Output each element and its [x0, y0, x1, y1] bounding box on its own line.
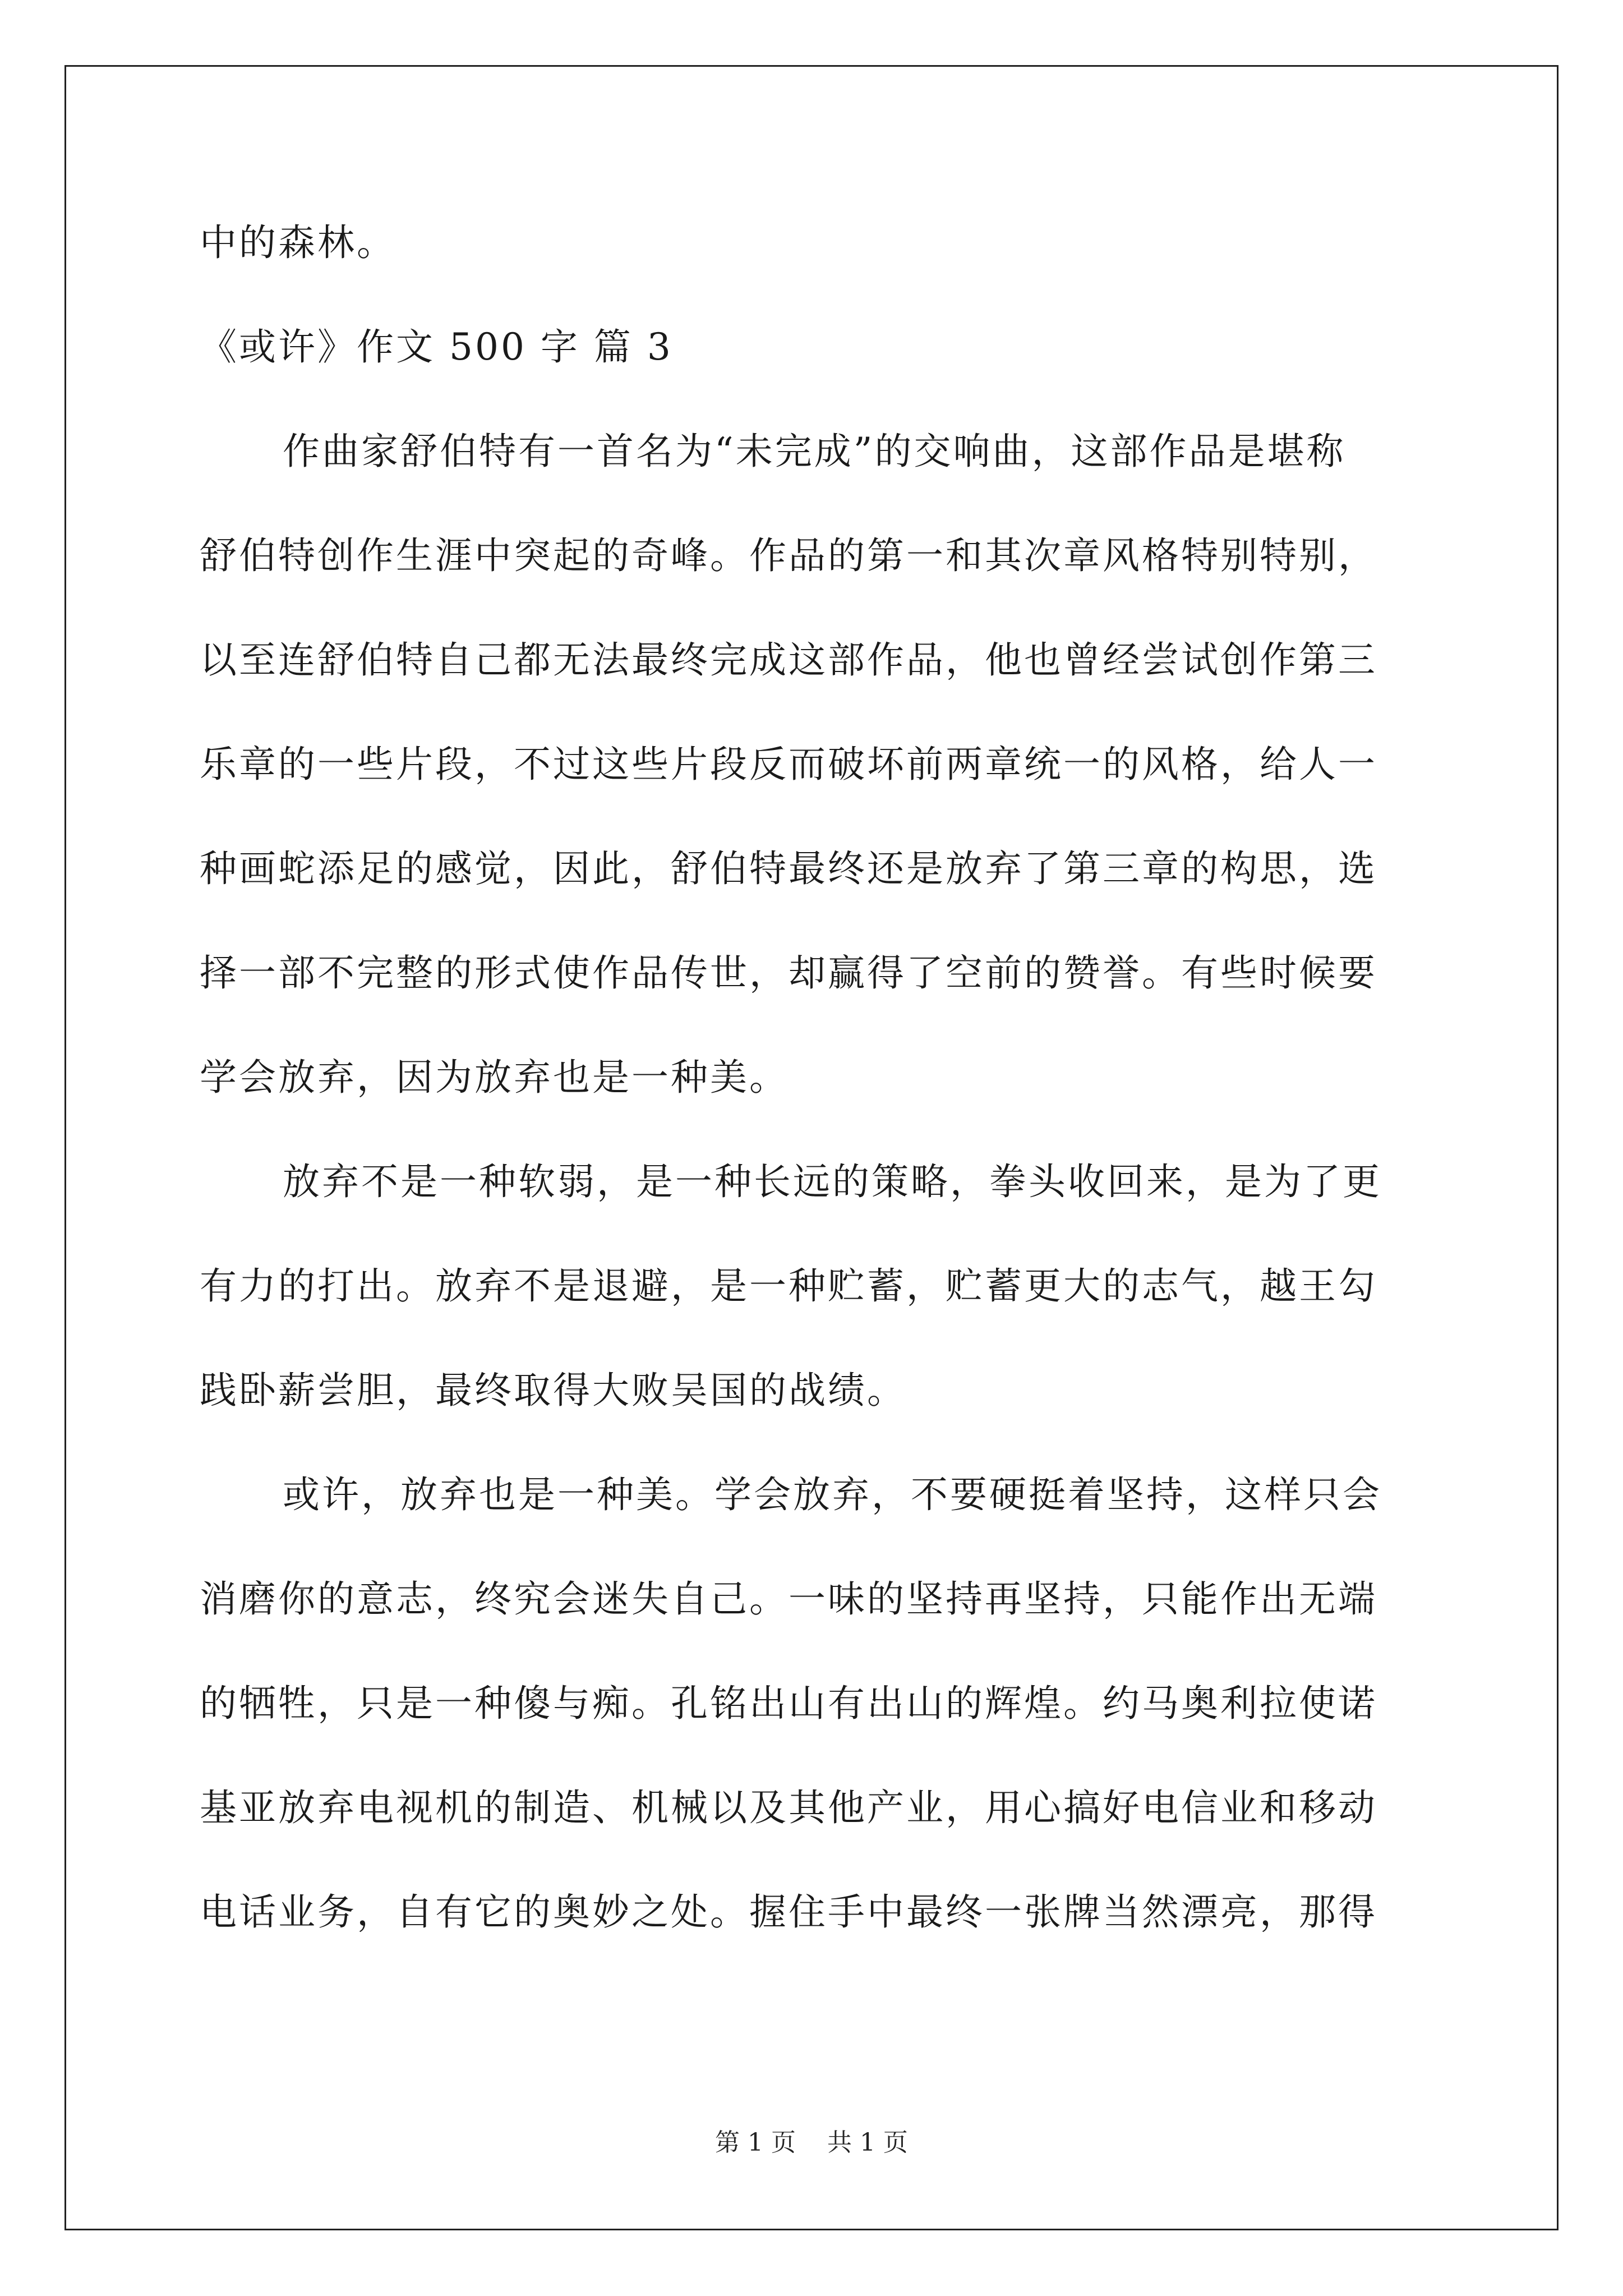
text-line: 电话业务，自有它的奥妙之处。握住手中最终一张牌当然漂亮，那得 [200, 1890, 1377, 1934]
page-footer [0, 2126, 1623, 2160]
paragraph-first-line: 放弃不是一种软弱，是一种长远的策略，拳头收回来，是为了更 [283, 1160, 1382, 1203]
document-body [200, 191, 1433, 1964]
text-line: 消磨你的意志，终究会迷失自己。一味的坚持再坚持，只能作出无端 [200, 1577, 1377, 1621]
text-line: 舒伯特创作生涯中突起的奇峰。作品的第一和其次章风格特别特别， [200, 534, 1377, 577]
text-line: 基亚放弃电视机的制造、机械以及其他产业，用心搞好电信业和移动 [200, 1786, 1377, 1829]
text-line: 的牺牲，只是一种傻与痴。孔铭出山有出山的辉煌。约马奥利拉使诺 [200, 1682, 1377, 1725]
text-line: 种画蛇添足的感觉，因此，舒伯特最终还是放弃了第三章的构思，选 [200, 847, 1377, 890]
text-line: 乐章的一些片段，不过这些片段反而破坏前两章统一的风格，给人一 [200, 743, 1377, 786]
text-line: 学会放弃，因为放弃也是一种美。 [200, 1056, 789, 1099]
text-line: 以至连舒伯特自己都无法最终完成这部作品，他也曾经尝试创作第三 [200, 638, 1377, 682]
page-number: 第 1 页 共 1 页 [715, 2128, 908, 2157]
text-line: 中的森林。 [200, 221, 396, 264]
section-heading: 《或许》作文 500 字 篇 3 [200, 325, 673, 369]
paragraph-first-line: 作曲家舒伯特有一首名为“未完成”的交响曲，这部作品是堪称 [283, 430, 1346, 473]
paragraph-first-line: 或许，放弃也是一种美。学会放弃，不要硬挺着坚持，这样只会 [283, 1473, 1382, 1516]
text-line: 择一部不完整的形式使作品传世，却赢得了空前的赞誉。有些时候要 [200, 951, 1377, 995]
text-line: 有力的打出。放弃不是退避，是一种贮蓄，贮蓄更大的志气，越王勾 [200, 1264, 1377, 1308]
text-line: 践卧薪尝胆，最终取得大败吴国的战绩。 [200, 1369, 906, 1412]
